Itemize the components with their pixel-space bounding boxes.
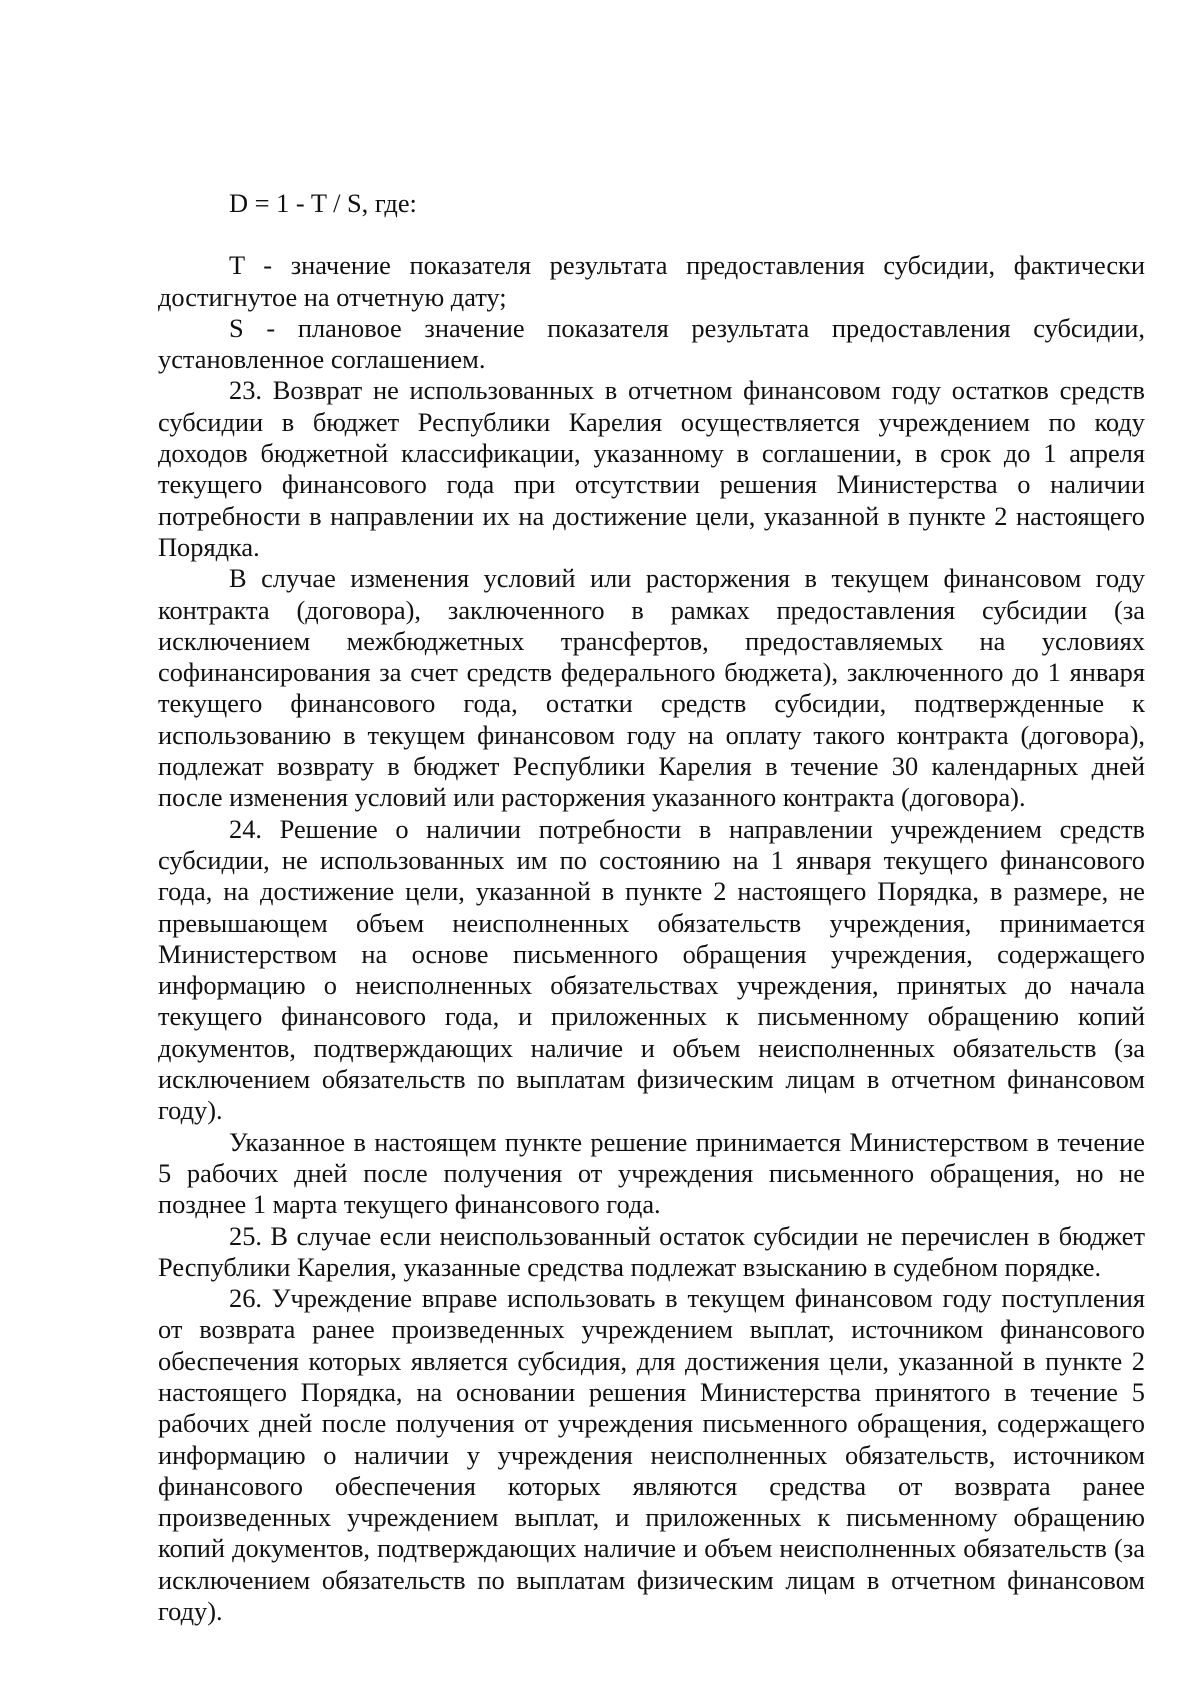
definition-s: S - плановое значение показателя результата предоставления субсидии, установленное соглашением. [158,312,1145,375]
definition-t: T - значение показателя результата предоставления субсидии, фактически достигнутое на отчетную дату; [158,250,1145,312]
clause-24-decision-term: Указанное в настоящем пункте решение принимается Министерством в течение 5 рабочих дней после получения от учреждения письменного обращения, но не позднее 1 марта текущего финансового года. [158,1126,1145,1220]
clause-24: 24. Решение о наличии потребности в направлении учреждением средств субсидии, не использованных им по состоянию на 1 января текущего финансового года, на достижение цели, указанной в пункте 2 настоящего Порядка, в размере, не превышающем объем неисполненных обязательств учреждения, принимается Министерством на основе письменного обращения учреждения, содержащего информацию о неисполненных обязательствах учреждения, принятых до начала текущего финансового года, и приложенных к письменному обращению копий документов, подтверждающих наличие и объем неисполненных обязательств (за исключением обязательств по выплатам физическим лицам в отчетном финансовом году). [158,813,1145,1126]
clause-26: 26. Учреждение вправе использовать в текущем финансовом году поступления от возврата ранее произведенных учреждением выплат, источником финансового обеспечения которых является субсидия, для достижения цели, указанной в пункте 2 настоящего Порядка, на основании решения Министерства принятого в течение 5 рабочих дней после получения от учреждения письменного обращения, содержащего информацию о наличии у учреждения неисполненных обязательств, источником финансового обеспечения которых являются средства от возврата ранее произведенных учреждением выплат, и приложенных к письменному обращению копий документов, подтверждающих наличие и объем неисполненных обязательств (за исключением обязательств по выплатам физическим лицам в отчетном финансовом году). [158,1283,1145,1627]
clause-23: 23. Возврат не использованных в отчетном финансовом году остатков средств субсидии в бюджет Республики Карелия осуществляется учреждением по коду доходов бюджетной классификации, указанному в соглашении, в срок до 1 апреля текущего финансового года при отсутствии решения Министерства о наличии потребности в направлении их на достижение цели, указанной в пункте 2 настоящего Порядка. [158,375,1145,562]
clause-23-contract-change: В случае изменения условий или расторжения в текущем финансовом году контракта (договора), заключенного в рамках предоставления субсидии (за исключением межбюджетных трансфертов, предоставляемых на условиях софинансирования за счет средств федерального бюджета), заключенного до 1 января текущего финансового года, остатки средств субсидии, подтвержденные к использованию в текущем финансовом году на оплату такого контракта (договора), подлежат возврату в бюджет Республики Карелия в течение 30 календарных дней после изменения условий или расторжения указанного контракта (договора). [158,563,1145,813]
clause-25: 25. В случае если неиспользованный остаток субсидии не перечислен в бюджет Республики Карелия, указанные средства подлежат взысканию в судебном порядке. [158,1220,1145,1282]
formula-line: D = 1 - T / S, где: [229,188,417,218]
document-body [158,188,1145,1627]
